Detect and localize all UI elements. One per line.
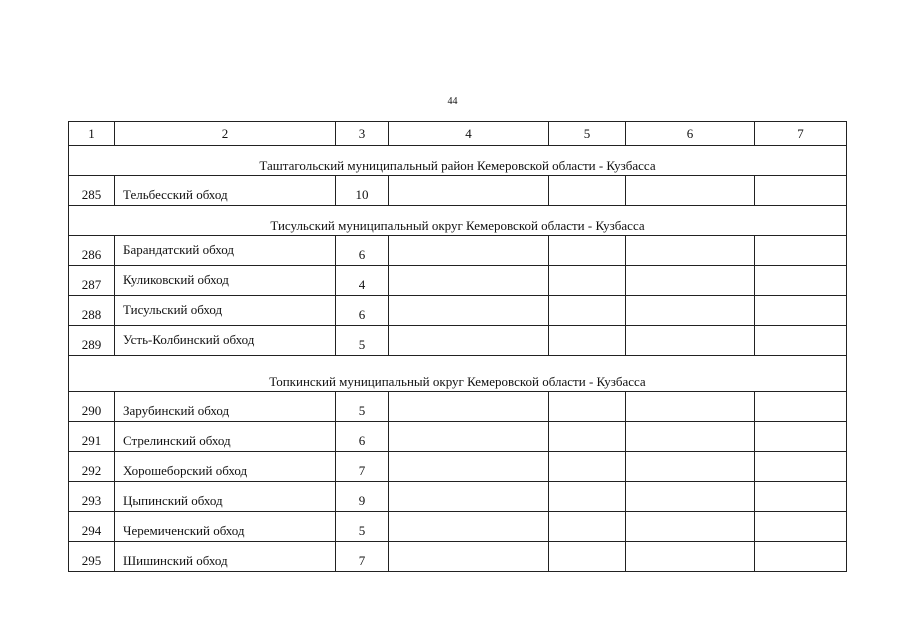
row-name: Тисульский обход [115,296,336,326]
section-row [69,206,847,236]
empty-cell [755,266,847,296]
header-cell: 5 [549,122,626,146]
row-name: Цыпинский обход [115,482,336,512]
header-cell: 7 [755,122,847,146]
header-row [69,122,847,146]
row-number: 287 [69,266,115,296]
page-number: 44 [447,96,458,107]
row-name: Стрелинский обход [115,422,336,452]
empty-cell [755,296,847,326]
empty-cell [626,422,755,452]
row-name: Куликовский обход [115,266,336,296]
row-name: Шишинский обход [115,542,336,572]
empty-cell [755,326,847,356]
row-value: 10 [336,176,389,206]
table-row [69,542,847,572]
table-row [69,236,847,266]
empty-cell [549,326,626,356]
empty-cell [549,542,626,572]
empty-cell [626,236,755,266]
empty-cell [549,236,626,266]
empty-cell [389,266,549,296]
row-number: 291 [69,422,115,452]
table-row [69,326,847,356]
row-value: 4 [336,266,389,296]
row-value: 5 [336,392,389,422]
row-number: 294 [69,512,115,542]
empty-cell [755,176,847,206]
empty-cell [626,296,755,326]
row-name: Барандатский обход [115,236,336,266]
row-number: 288 [69,296,115,326]
table-row [69,392,847,422]
table-row [69,452,847,482]
header-cell: 6 [626,122,755,146]
empty-cell [626,326,755,356]
header-cell: 4 [389,122,549,146]
table-row [69,512,847,542]
empty-cell [389,452,549,482]
header-cell: 1 [69,122,115,146]
empty-cell [755,236,847,266]
row-name: Усть-Колбинский обход [115,326,336,356]
empty-cell [389,512,549,542]
empty-cell [389,422,549,452]
empty-cell [389,392,549,422]
table-body [69,122,847,572]
table-row [69,296,847,326]
empty-cell [389,236,549,266]
empty-cell [755,422,847,452]
row-value: 5 [336,512,389,542]
row-name: Зарубинский обход [115,392,336,422]
empty-cell [549,482,626,512]
empty-cell [755,542,847,572]
empty-cell [549,296,626,326]
section-row [69,356,847,392]
row-name: Хорошеборский обход [115,452,336,482]
empty-cell [549,392,626,422]
table-row [69,482,847,512]
section-row [69,146,847,176]
empty-cell [755,392,847,422]
row-name: Черемиченский обход [115,512,336,542]
header-cell: 3 [336,122,389,146]
empty-cell [549,266,626,296]
empty-cell [389,542,549,572]
empty-cell [549,176,626,206]
empty-cell [755,512,847,542]
empty-cell [626,452,755,482]
row-value: 7 [336,542,389,572]
row-number: 295 [69,542,115,572]
empty-cell [626,266,755,296]
row-value: 6 [336,422,389,452]
table-row [69,422,847,452]
empty-cell [549,452,626,482]
row-number: 290 [69,392,115,422]
section-title: Таштагольский муниципальный район Кемеровской области - Кузбасса [69,146,847,176]
empty-cell [626,392,755,422]
row-number: 285 [69,176,115,206]
empty-cell [626,512,755,542]
empty-cell [549,512,626,542]
table-row [69,176,847,206]
empty-cell [626,542,755,572]
row-number: 293 [69,482,115,512]
empty-cell [755,452,847,482]
row-value: 7 [336,452,389,482]
empty-cell [626,482,755,512]
empty-cell [389,326,549,356]
row-number: 289 [69,326,115,356]
row-number: 286 [69,236,115,266]
empty-cell [389,176,549,206]
empty-cell [755,482,847,512]
data-table [68,121,847,572]
empty-cell [549,422,626,452]
table-row [69,266,847,296]
section-title: Топкинский муниципальный округ Кемеровской области - Кузбасса [69,356,847,392]
row-value: 9 [336,482,389,512]
section-title: Тисульский муниципальный округ Кемеровской области - Кузбасса [69,206,847,236]
empty-cell [626,176,755,206]
empty-cell [389,296,549,326]
empty-cell [389,482,549,512]
header-cell: 2 [115,122,336,146]
row-value: 5 [336,326,389,356]
row-value: 6 [336,296,389,326]
row-name: Тельбесский обход [115,176,336,206]
row-number: 292 [69,452,115,482]
row-value: 6 [336,236,389,266]
